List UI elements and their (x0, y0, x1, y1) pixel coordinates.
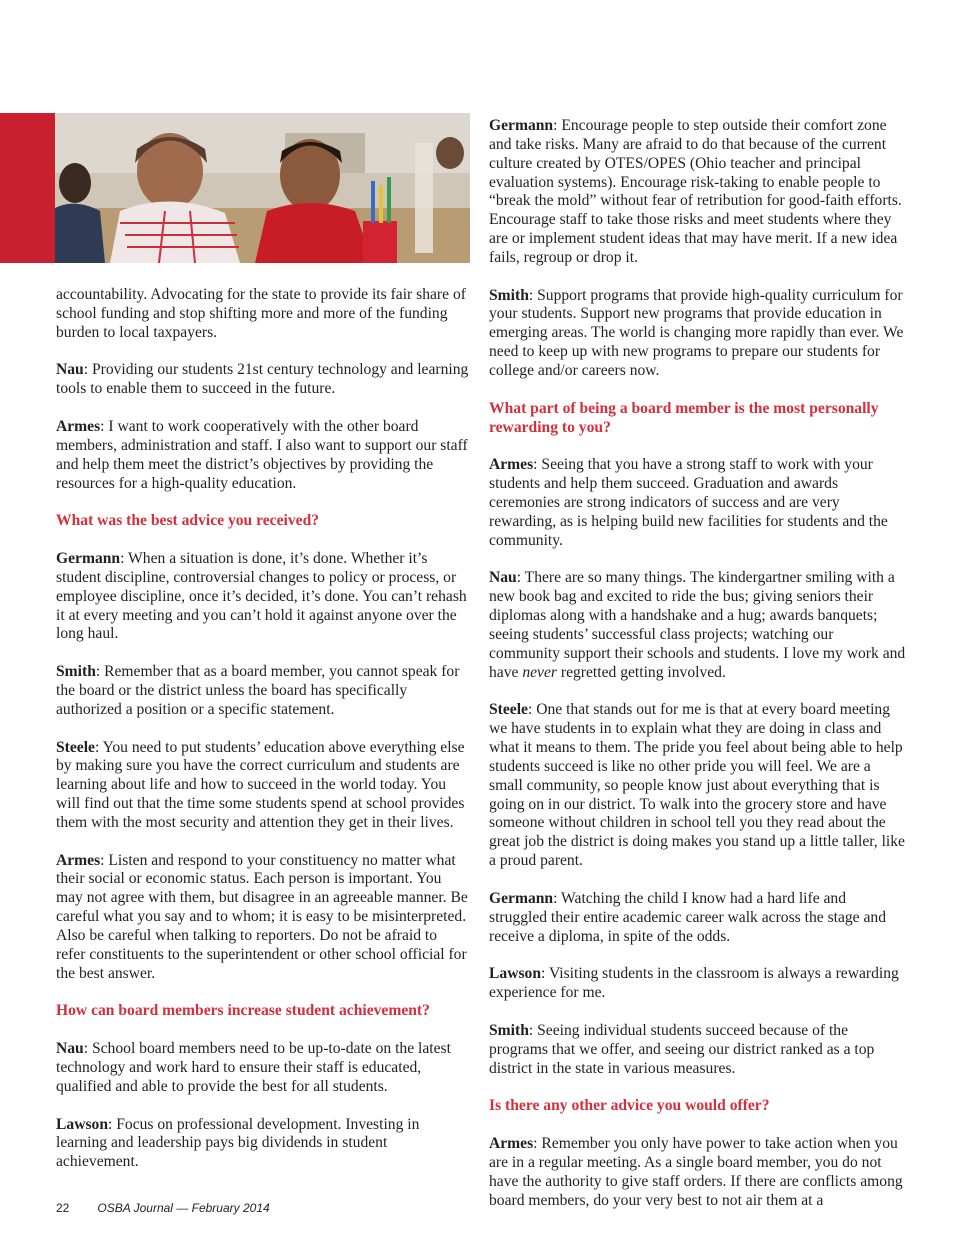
answer-text: accountability. Advocating for the state to provide its fair share of school funding and stop shifting more and more of the funding burden to local taxpayers. (56, 286, 466, 341)
question-heading: How can board members increase student achievement? (56, 1002, 430, 1020)
answer-paragraph (56, 739, 470, 833)
question-heading: What was the best advice you received? (56, 512, 320, 530)
speaker-name: Armes (489, 1135, 534, 1153)
answer-paragraph (489, 287, 907, 381)
answer-paragraph (489, 117, 907, 268)
answer-text: : Providing our students 21st century technology and learning tools to enable them to succeed in the future. (56, 361, 469, 398)
speaker-name: Armes (489, 456, 534, 474)
answer-text: : Seeing individual students succeed because of the programs that we offer, and seeing our district ranked as a top district in the state in various measures. (489, 1021, 875, 1077)
answer-paragraph (56, 418, 470, 493)
classroom-photo (55, 113, 470, 263)
answer-paragraph (56, 550, 470, 644)
question-heading: Is there any other advice you would offer? (489, 1097, 770, 1115)
page-footer (56, 1201, 270, 1215)
speaker-name: Smith (489, 286, 529, 304)
article-left-column (56, 286, 470, 1172)
answer-text: : Watching the child I know had a hard life and struggled their entire academic career walk across the stage and receive a diploma, in spite of the odds. (489, 889, 887, 945)
answer-paragraph (56, 361, 470, 399)
emphasis-text: never (522, 663, 557, 681)
journal-issue: OSBA Journal — February 2014 (97, 1201, 270, 1215)
speaker-name: Nau (489, 569, 517, 587)
red-accent-bar (0, 113, 55, 263)
answer-paragraph (56, 663, 470, 720)
answer-text: : Support programs that provide high-quality curriculum for your students. Support new programs that provide education in emerging areas. The world is changing more rapidly than ever. We need to keep up with new programs to prepare our students for college and/or careers now. (489, 286, 904, 380)
speaker-name: Armes (56, 851, 101, 869)
answer-text: : One that stands out for me is that at every board meeting we have students in to explain what they are doing in class and what it means to them. The pride you feel about being able to help students succeed is like no other pride you will feel. We are a small community, so people know just about everything that is going on in our district. To walk into the grocery store and have someone without children in school tell you they read about the great job the district is doing makes you stand up a little taller, like a proud parent. (489, 701, 905, 870)
answer-paragraph (56, 286, 470, 343)
speaker-name: Nau (56, 361, 84, 379)
answer-paragraph (489, 569, 907, 682)
speaker-name: Nau (56, 1040, 84, 1058)
answer-text: : I want to work cooperatively with the other board members, administration and staff. I also want to support our staff and help them meet the district’s objectives by providing the resources for a high-quality education. (56, 418, 468, 492)
photo-icon (55, 113, 470, 263)
answer-text: : Listen and respond to your constituency no matter what their social or economic status. Each person is important. You may not agree with them, but disagree in an agreeable manner. Be careful what you say and to whom; it is easy to be misinterpreted. Also be careful when talking to reporters. Do not be afraid to refer constituents to the superintendent or other school official for the best answer. (56, 851, 468, 982)
answer-paragraph (489, 1135, 907, 1210)
speaker-name: Germann (489, 889, 554, 907)
speaker-name: Steele (56, 738, 95, 756)
answer-text: : There are so many things. The kindergartner smiling with a new book bag and excited to ride the bus; giving seniors their diplomas along with a handshake and a hug; awards banquets; seeing students’ successful class projects; watching our community support their schools and students. I love my work and have (489, 569, 906, 681)
answer-paragraph (489, 965, 907, 1003)
answer-paragraph (56, 852, 470, 984)
answer-paragraph (56, 1040, 470, 1097)
answer-paragraph (489, 890, 907, 947)
answer-text: : When a situation is done, it’s done. Whether it’s student discipline, controversial changes to policy or process, or employee discipline, once it’s decided, it’s done. You can’t rehash it at every meeting and you can’t hold it against anyone over the long haul. (56, 550, 467, 643)
answer-text: : Visiting students in the classroom is always a rewarding experience for me. (489, 965, 899, 1002)
answer-paragraph (56, 1116, 470, 1173)
answer-text: : You need to put students’ education above everything else by making sure you have the correct curriculum and students are learning about life and how to succeed in the world today. You will find out that the time some students spend at school provides them with the most security and attention they get in their lives. (56, 738, 465, 831)
answer-text: : Remember that as a board member, you cannot speak for the board or the district unless the board has specifically authorized a position or a specific statement. (56, 663, 460, 718)
answer-paragraph (489, 701, 907, 871)
answer-text-continued: regretted getting involved. (556, 663, 726, 681)
answer-paragraph (489, 1022, 907, 1079)
speaker-name: Germann (56, 550, 121, 567)
page-number: 22 (56, 1201, 70, 1215)
speaker-name: Steele (489, 701, 528, 719)
answer-text: : School board members need to be up-to-date on the latest technology and work hard to ensure their staff is educated, qualified and able to provide the best for all students. (56, 1040, 451, 1095)
speaker-name: Germann (489, 117, 554, 134)
speaker-name: Smith (56, 663, 96, 681)
speaker-name: Lawson (56, 1115, 108, 1133)
speaker-name: Smith (489, 1021, 529, 1039)
question-heading: What part of being a board member is the most personally rewarding to you? (489, 399, 879, 436)
article-right-column (489, 117, 907, 1210)
answer-text: : Remember you only have power to take action when you are in a regular meeting. As a single board member, you do not have the authority to give staff orders. If there are conflicts among board members, do your very best to not air them at a (489, 1135, 903, 1209)
answer-paragraph (489, 456, 907, 550)
answer-text: : Seeing that you have a strong staff to work with your students and help them succeed. Graduation and awards ceremonies are strong indicators of success and are very rewarding, as is helping build new facilities for students and the community. (489, 456, 888, 549)
speaker-name: Lawson (489, 965, 541, 983)
answer-text: : Focus on professional development. Investing in learning and leadership pays big dividends in student achievement. (56, 1115, 420, 1171)
answer-text: : Encourage people to step outside their comfort zone and take risks. Many are afraid to do that because of the current culture created by OTES/OPES (Ohio teacher and principal evaluation systems). Encourage risk-taking to enable people to “break the mold” without fear of retribution for good-faith efforts. Encourage staff to take those risks and meet students where they are or implement student ideas that may have merit. If a new idea fails, regroup or drop it. (489, 117, 902, 266)
speaker-name: Armes (56, 418, 101, 435)
